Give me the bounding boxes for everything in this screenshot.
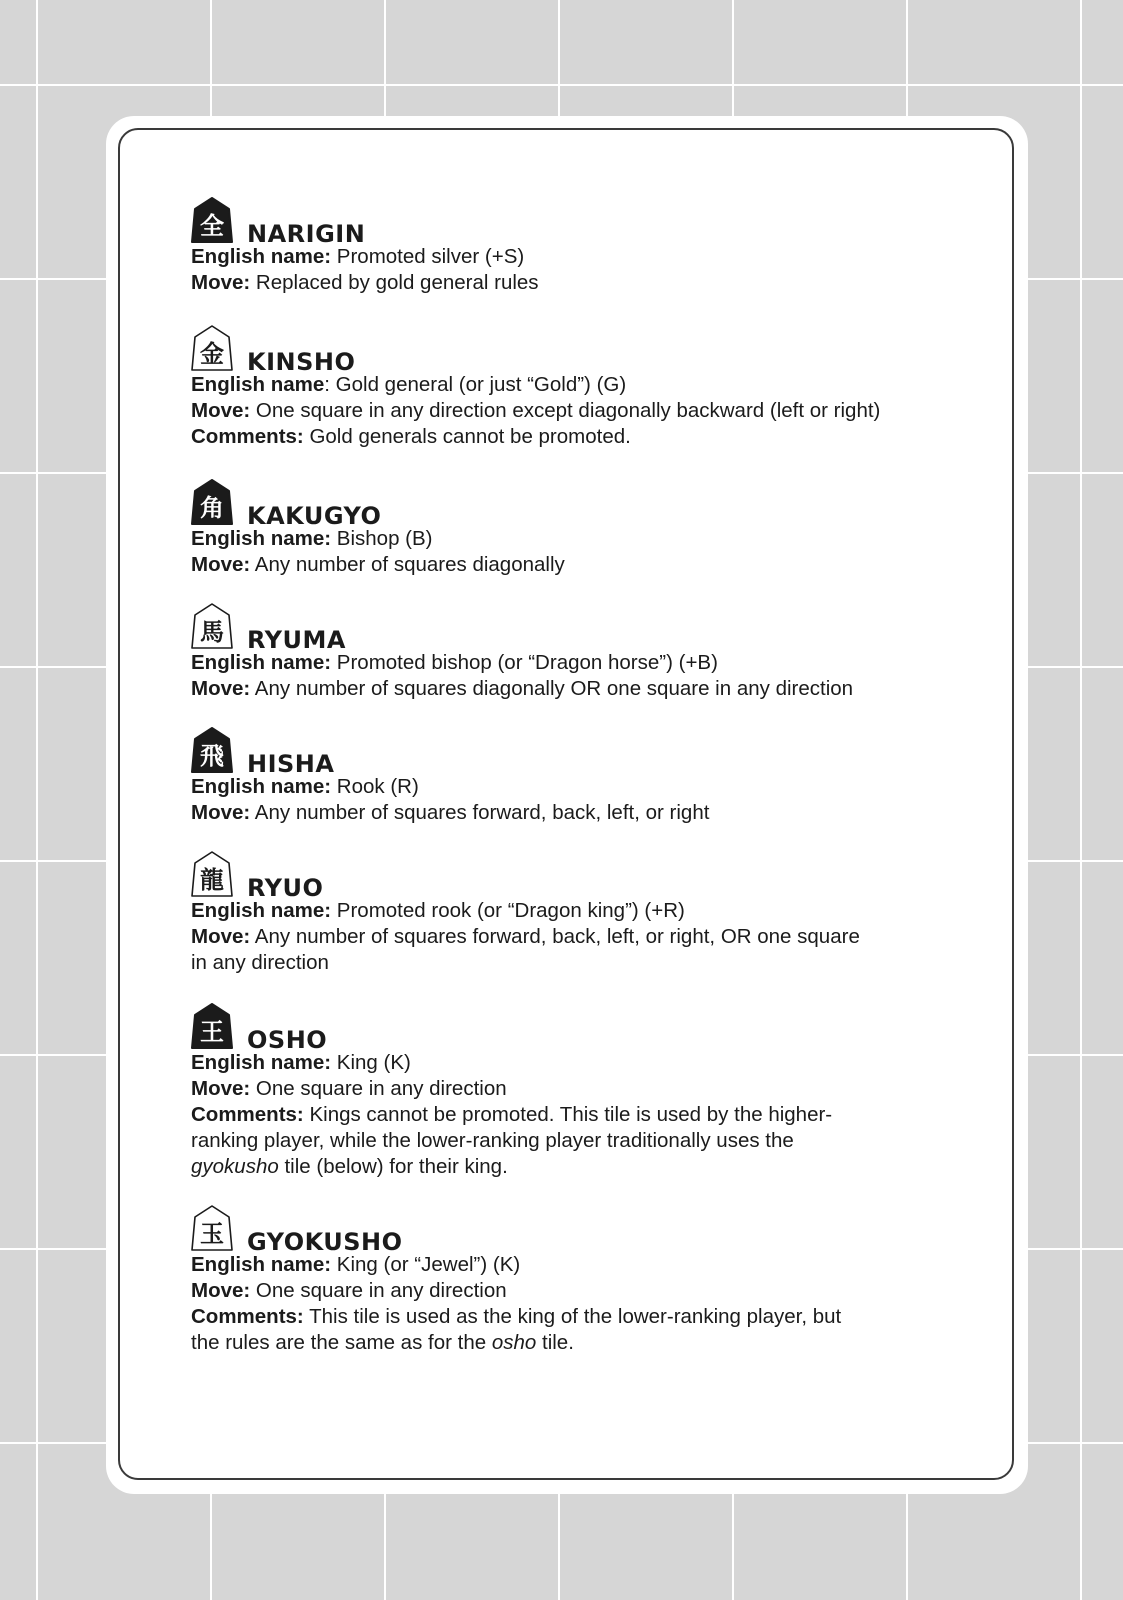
svg-text:飛: 飛 [200,742,224,770]
english-name-line: English name: King (K) [191,1051,411,1074]
english-name-line: English name: Rook (R) [191,775,419,798]
piece-heading [191,850,971,902]
move-line: Move: One square in any direction [191,1279,507,1302]
shogi-tile-icon [191,726,233,774]
shogi-tile-icon [191,1002,233,1050]
piece-name: KINSHO [247,348,356,376]
piece-entry-ryuo [191,850,971,976]
comments-line: Comments: Kings cannot be promoted. This tile is used by the higher- [191,1103,833,1126]
comments-line-2: the rules are the same as for the osho tile. [191,1331,574,1354]
shogi-tile-icon [191,196,233,244]
piece-heading [191,1204,971,1256]
piece-heading [191,1002,971,1054]
piece-entry-kinsho [191,324,971,450]
english-name-line: English name: Promoted rook (or “Dragon king”) (+R) [191,899,685,922]
piece-entry-ryuma [191,602,971,702]
shogi-tile-icon [191,602,233,650]
piece-heading [191,602,971,654]
piece-entry-hisha [191,726,971,826]
piece-name: KAKUGYO [247,502,382,530]
comments-line: Comments: This tile is used as the king of the lower-ranking player, but [191,1305,842,1328]
shogi-tile-icon [191,478,233,526]
move-line: Move: Replaced by gold general rules [191,271,539,294]
comments-line: Comments: Gold generals cannot be promoted. [191,425,631,448]
english-name-line: English name: Promoted bishop (or “Dragon horse”) (+B) [191,651,718,674]
english-name-line: English name: Bishop (B) [191,527,433,550]
piece-name: HISHA [247,750,335,778]
move-line: Move: Any number of squares forward, back, left, or right [191,801,710,824]
move-line: Move: One square in any direction except diagonally backward (left or right) [191,399,881,422]
piece-entry-osho [191,1002,971,1180]
english-name-line: English name: King (or “Jewel”) (K) [191,1253,521,1276]
piece-heading [191,196,971,248]
piece-name: GYOKUSHO [247,1228,403,1256]
piece-entry-gyokusho [191,1204,971,1356]
svg-text:金: 金 [200,340,224,368]
piece-entry-kakugyo [191,478,971,578]
move-line: Move: Any number of squares diagonally OR one square in any direction [191,677,854,700]
piece-name: RYUO [247,874,324,902]
piece-heading [191,324,971,376]
move-line-continued: in any direction [191,951,329,974]
piece-name: RYUMA [247,626,346,654]
comments-line-3: gyokusho tile (below) for their king. [191,1155,508,1178]
svg-text:玉: 玉 [200,1220,224,1248]
shogi-tile-icon [191,324,233,372]
english-name-line: English name: Gold general (or just “Gold”) (G) [191,373,627,396]
svg-text:王: 王 [200,1018,224,1046]
shogi-tile-icon [191,850,233,898]
move-line: Move: Any number of squares forward, back, left, or right, OR one square [191,925,860,948]
piece-heading [191,726,971,778]
piece-entry-narigin [191,196,971,296]
english-name-line: English name: Promoted silver (+S) [191,245,525,268]
svg-text:全: 全 [200,212,224,240]
piece-name: OSHO [247,1026,328,1054]
svg-text:龍: 龍 [200,866,224,894]
piece-name: NARIGIN [247,220,366,248]
move-line: Move: One square in any direction [191,1077,507,1100]
svg-text:角: 角 [200,494,224,522]
piece-heading [191,478,971,530]
svg-text:馬: 馬 [200,618,224,646]
move-line: Move: Any number of squares diagonally [191,553,565,576]
shogi-tile-icon [191,1204,233,1252]
comments-line-2: ranking player, while the lower-ranking player traditionally uses the [191,1129,794,1152]
